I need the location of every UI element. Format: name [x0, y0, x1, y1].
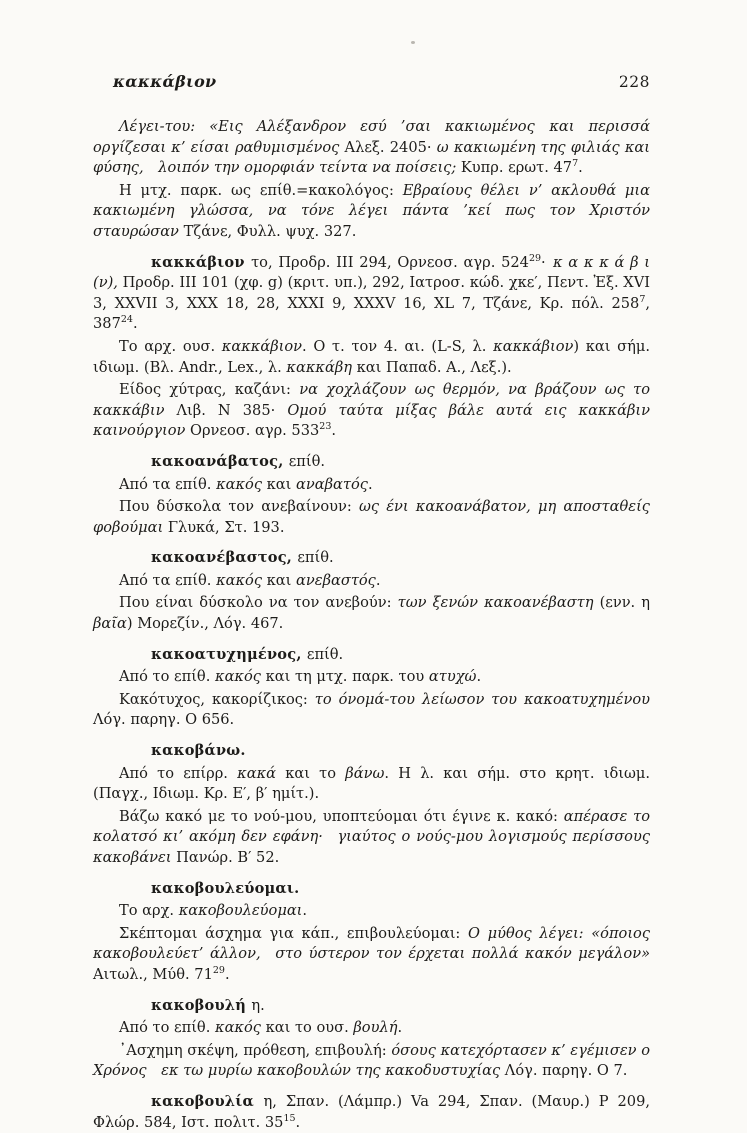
- text-segment: Εβραίους θέλει ν’ ακλουθά μια κακιωμένη γλώσσα, να τόνε λέγει πάντα ’κεί πως τον Χριστόν σταυρώσαν: [93, 181, 650, 240]
- text-segment: κακοβουλεύομαι.: [151, 879, 300, 897]
- text-segment: Από το επίθ.: [119, 1019, 215, 1037]
- text-segment: .: [302, 902, 308, 920]
- quote-continuation-kakiomenos: [93, 117, 650, 179]
- definition-kakoatychimenos: [93, 690, 650, 731]
- text-segment: .: [375, 571, 381, 589]
- text-segment: βαῖα: [93, 615, 127, 633]
- entry-kakobouleuomai: [93, 879, 650, 900]
- text-segment: το, Προδρ. III 294, Ορνεοσ. αγρ. 524: [251, 253, 529, 271]
- text-segment: (ενν. η: [599, 594, 650, 612]
- text-segment: επίθ.: [297, 549, 334, 567]
- text-segment: Γλυκά, Στ. 193.: [167, 518, 285, 536]
- citation-superscript: 29: [212, 965, 225, 977]
- text-segment: όσους κατεχόρτασεν κ’ εγέμισεν ο Χρόνος εκ τω μυρίω κακοβουλών της κακοδυστυχίας: [93, 1041, 650, 1080]
- text-segment: κακοατυχημένος,: [151, 645, 307, 663]
- etymology-kakoanabatos: [93, 475, 650, 496]
- text-segment: ω κακιωμένη της φιλιάς και φύσης, λοιπόν την ομορφιάν τείντα να ποίσεις;: [93, 138, 650, 177]
- text-segment: Ορνεοσ. αγρ. 533: [190, 422, 320, 440]
- text-segment: ᾿Ασχημη σκέψη, πρόθεση, επιβουλή:: [119, 1041, 392, 1059]
- definition-kakkabion: [93, 380, 650, 442]
- text-segment: Ο μύθος λέγει: «όποιος κακοβουλεύετ’ άλλον, στο ύστερον τον έρχεται πολλά κακόν μεγάλον»: [93, 924, 650, 963]
- text-segment: Το αρχ.: [119, 902, 179, 920]
- citation-superscript: 23: [319, 421, 332, 433]
- text-segment: Από το επίθ.: [119, 668, 215, 686]
- text-segment: ) και σήμ. ιδιωμ. (Βλ. Andr., Lex., λ.: [93, 337, 651, 376]
- etymology-kakobouleuomai: [93, 901, 650, 922]
- entry-kakobano: [93, 741, 650, 762]
- scan-artifact: [411, 41, 415, 44]
- text-segment: Που είναι δύσκολο να τον ανεβούν:: [119, 594, 398, 612]
- citation-superscript: 29: [528, 252, 542, 264]
- text-segment: .: [397, 1019, 403, 1037]
- text-segment: κακοανάβατος,: [151, 452, 289, 470]
- running-headword: κακκάβιον: [113, 72, 217, 91]
- text-segment: Βάζω κακό με το νού-μου, υποπτεύομαι ότι έγινε κ. κακό:: [119, 807, 564, 825]
- text-segment: κακός: [216, 571, 263, 589]
- text-segment: κακκάβη: [286, 358, 353, 376]
- text-segment: επίθ.: [288, 452, 326, 470]
- participle-note: [93, 181, 650, 243]
- text-segment: Λόγ. παρηγ. Ο 7.: [504, 1062, 628, 1080]
- text-segment: Αιτωλ., Μύθ. 71: [93, 965, 213, 983]
- text-segment: Είδος χύτρας, καζάνι:: [119, 381, 300, 399]
- text-segment: κακοβάνω.: [151, 742, 246, 760]
- etymology-kakoatychimenos: [93, 667, 650, 688]
- text-segment: ατυχώ: [428, 668, 477, 686]
- text-segment: ·: [541, 253, 553, 271]
- text-segment: η, Σπαν. (Λάμπρ.) Va 294, Σπαν. (Μαυρ.) Ρ 209, Φλώρ. 584, Ιστ. πολιτ. 35: [93, 1092, 650, 1131]
- text-segment: Από τα επίθ.: [119, 475, 217, 493]
- text-segment: κακός: [215, 1019, 261, 1037]
- text-segment: ανεβαστός: [296, 571, 376, 589]
- entry-kakoatychimenos: [93, 645, 650, 666]
- definition-kakobouleuomai: [93, 924, 650, 986]
- definition-kakobano: [93, 807, 650, 869]
- text-segment: Λόγ. παρηγ. Ο 656.: [93, 711, 235, 729]
- text-segment: ) Μορεζίν., Λόγ. 467.: [126, 615, 284, 633]
- definition-kakobouli: [93, 1041, 650, 1082]
- text-segment: .: [132, 315, 138, 333]
- text-segment: και το ουσ.: [260, 1019, 354, 1037]
- text-segment: κακκάβιον: [493, 337, 574, 355]
- text-segment: κακκάβιον: [151, 253, 252, 271]
- text-segment: των ξενών κακοανέβαστη: [397, 594, 600, 612]
- citation-superscript: 24: [120, 314, 133, 326]
- text-segment: Κακότυχος, κακορίζικος:: [119, 690, 315, 708]
- text-segment: και το: [276, 764, 346, 782]
- text-segment: Λιβ. Ν 385·: [176, 401, 288, 419]
- citation-superscript: 7: [572, 158, 579, 170]
- dictionary-text-block: [93, 117, 650, 1133]
- etymology-kakoanebastos: [93, 571, 650, 592]
- text-segment: κ α κ κ ά β ι (ν),: [93, 253, 651, 292]
- text-segment: Πανώρ. Β′ 52.: [176, 849, 280, 866]
- text-segment: .: [331, 422, 337, 440]
- text-segment: να χοχλάζουν ως θερμόν, να βράζουν ως το κακκάβιν: [93, 381, 650, 419]
- text-segment: Λέγει-του: «Εις Αλέξανδρον εσύ ’σαι κακιωμένος και περισσά οργίζεσαι κ’ είσαι ραθυμισμένος: [93, 118, 650, 156]
- entry-kakoboulia: [93, 1092, 650, 1133]
- text-segment: κακός: [215, 668, 261, 686]
- text-segment: , 387: [93, 294, 650, 333]
- text-segment: κακοανέβαστος,: [151, 549, 298, 567]
- etymology-kakkabion: [93, 337, 650, 378]
- definition-kakoanebastos: [93, 593, 650, 634]
- text-segment: βουλή: [353, 1019, 398, 1037]
- text-segment: το όνομά-του λείωσον του κακοατυχημένου: [314, 690, 650, 708]
- definition-kakoanabatos: [93, 497, 650, 538]
- text-segment: .: [578, 159, 583, 177]
- text-segment: επίθ.: [306, 645, 344, 663]
- text-segment: και Παπαδ. Α., Λεξ.).: [352, 358, 512, 376]
- etymology-kakobano: [93, 764, 650, 805]
- text-segment: και: [262, 571, 297, 589]
- text-segment: Από το επίρρ.: [119, 764, 238, 782]
- text-segment: Αλεξ. 2405·: [344, 138, 437, 156]
- text-segment: .: [224, 965, 230, 983]
- text-segment: αναβατός: [296, 475, 368, 493]
- text-segment: .: [367, 475, 373, 493]
- entry-kakkabion: [93, 253, 650, 335]
- text-segment: κακά: [237, 764, 277, 782]
- text-segment: κακός: [216, 475, 263, 493]
- citation-superscript: 7: [639, 293, 646, 305]
- text-segment: κακοβουλία: [151, 1092, 264, 1110]
- text-segment: . Ο τ. τον 4. αι. (L-S, λ.: [302, 337, 494, 355]
- text-segment: . Η λ. και σήμ. στο κρητ. ιδιωμ. (Παγχ., Ιδιωμ. Κρ. Ε′, β′ ημίτ.).: [93, 764, 650, 803]
- text-segment: κακκάβιον: [221, 337, 303, 355]
- text-segment: ως ένι κακοανάβατον, μη αποσταθείς φοβούμαι: [93, 498, 650, 536]
- text-segment: Που δύσκολα τον ανεβαίνουν:: [119, 498, 359, 516]
- text-segment: Κυπρ. ερωτ. 47: [460, 159, 573, 177]
- etymology-kakobouli: [93, 1018, 650, 1039]
- page-number: 228: [618, 73, 650, 91]
- entry-kakoanabatos: [93, 452, 650, 473]
- text-segment: Η μτχ. παρκ. ως επίθ.=κακολόγος:: [119, 181, 403, 199]
- entry-kakobouli: [93, 996, 650, 1017]
- text-segment: Τζάνε, Φυλλ. ψυχ. 327.: [183, 222, 357, 240]
- text-segment: απέρασε το κολατσό κι’ ακόμη δεν εφάνη· γιαύτος ο νούς-μου λογισμούς περίσσους κακοβάνει: [93, 807, 650, 866]
- text-segment: Ομού ταύτα μίξας βάλε αυτά εις κακκάβιν καινούργιον: [93, 401, 650, 440]
- entry-kakoanebastos: [93, 548, 650, 569]
- text-segment: Σκέπτομαι άσχημα για κάπ., επιβουλεύομαι:: [119, 924, 468, 942]
- text-segment: και: [262, 475, 297, 493]
- text-segment: και τη μτχ. παρκ. του: [260, 668, 429, 686]
- text-segment: .: [295, 1113, 301, 1131]
- text-segment: κακοβουλή: [151, 996, 252, 1014]
- text-segment: Το αρχ. ουσ.: [119, 337, 222, 355]
- citation-superscript: 15: [283, 1112, 296, 1124]
- text-segment: κακοβουλεύομαι: [178, 902, 303, 920]
- text-segment: Προδρ. III 101 (χφ. g) (κριτ. υπ.), 292, Ιατροσ. κώδ. χκε′, Πεντ. Ἐξ. XVI 3, XXVII 3, XXX 18, 28, XXXI 9, XXXV 16, XL 7, Τζάνε, Κρ. πόλ. 258: [93, 274, 650, 312]
- text-segment: .: [476, 668, 482, 686]
- text-segment: Από τα επίθ.: [119, 571, 217, 589]
- text-segment: η.: [251, 996, 265, 1014]
- text-segment: βάνω: [345, 764, 385, 782]
- page-header: [93, 72, 650, 91]
